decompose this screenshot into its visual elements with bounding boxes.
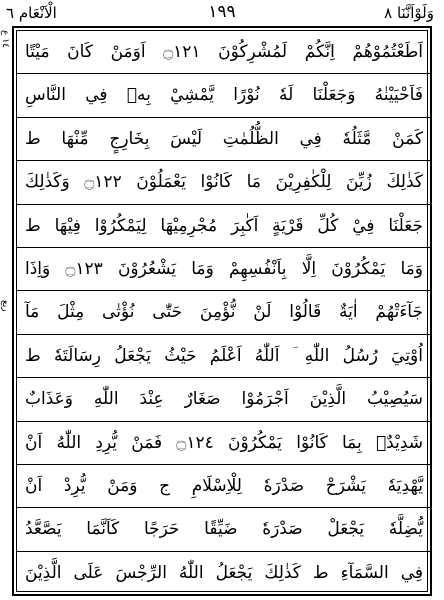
quarter-marker <box>0 300 12 315</box>
text-line <box>17 118 431 161</box>
text-line <box>17 422 431 465</box>
verse-text: كَذٰلِكَ زُيِّنَ لِلْكٰفِرِيْنَ مَا كَانُوْا يَعْمَلُوْنَ ۝١٢٢ وَكَذٰلِكَ <box>25 172 423 193</box>
text-line <box>17 291 431 334</box>
text-line <box>17 465 431 508</box>
surah-label: الْاَنْعَام ٦ <box>6 4 57 22</box>
verse-text: اُوْتِيَ رُسُلُ اللّٰهِ ؔ اَللّٰهُ اَعْلَمُ حَيْثُ يَجْعَلُ رِسَالَتَهٗ ط <box>25 345 423 366</box>
quarter-marker-text: ربع <box>0 300 10 312</box>
ruku-marker-text: ١٤ ع <box>0 30 10 48</box>
verse-text: يُّضِلَّهٗ يَجْعَلْ صَدْرَهٗ ضَيِّقًا حَرَجًا كَاَنَّمَا يَصَّعَّدُ <box>25 519 423 540</box>
text-line <box>17 161 431 204</box>
verse-text: اَطَعْتُمُوْهُمْ اِنَّكُمْ لَمُشْرِكُوْنَ ۝١٢١ اَوَمَنْ كَانَ مَيْتًا <box>25 42 423 62</box>
text-line <box>17 378 431 421</box>
text-line <box>17 205 431 248</box>
verse-text: شَدِيْدٌۢ بِمَا كَانُوْا يَمْكُرُوْنَ ۝١٢٤ فَمَنْ يُّرِدِ اللّٰهُ اَنْ <box>25 432 423 453</box>
juz-label: وَلَوْاَنَّنَا ٨ <box>384 4 434 22</box>
text-line <box>17 335 431 378</box>
verse-text: كَمَنْ مَّثَلُهٗ فِي الظُّلُمٰتِ لَيْسَ بِخَارِجٍ مِّنْهَا ط <box>25 128 423 149</box>
verse-text: سَيُصِيْبُ الَّذِيْنَ اَجْرَمُوْا صَغَارٌ عِنْدَ اللّٰهِ وَعَذَابٌ <box>25 389 423 410</box>
ruku-marker <box>0 30 12 51</box>
text-area <box>16 30 428 592</box>
text-line <box>17 248 431 291</box>
text-frame <box>12 26 432 596</box>
verse-text: يَّهْدِيَهٗ يَشْرَحْ صَدْرَهٗ لِلْاِسْلَامِ ج وَمَنْ يُّرِدْ اَنْ <box>25 476 423 496</box>
verse-text: وَمَا يَمْكُرُوْنَ اِلَّا بِاَنْفُسِهِمْ وَمَا يَشْعُرُوْنَ ۝١٢٣ وَاِذَا <box>25 259 423 279</box>
verse-text: جَعَلْنَا فِيْ كُلِّ قَرْيَةٍ اَكٰبِرَ مُجْرِمِيْهَا لِيَمْكُرُوْا فِيْهَا ط <box>25 215 423 236</box>
text-line <box>17 508 431 551</box>
text-line <box>17 74 431 117</box>
verse-text: فِي السَّمَآءِ ط كَذٰلِكَ يَجْعَلُ اللّٰهُ الرِّجْسَ عَلَى الَّذِيْنَ <box>25 562 423 583</box>
text-line <box>17 31 431 74</box>
text-line <box>17 552 431 595</box>
verse-text: جَآءَتْهُمْ اٰيَةٌ قَالُوْا لَنْ نُّؤْمِنَ حَتّٰى نُؤْتٰى مِثْلَ مَآ <box>25 302 423 323</box>
verse-text: فَاَحْيَيْنٰهُ وَجَعَلْنَا لَهٗ نُوْرًا يَّمْشِيْ بِهٖ فِي النَّاسِ <box>25 85 423 106</box>
page-number: ١٩٩ <box>208 2 236 22</box>
